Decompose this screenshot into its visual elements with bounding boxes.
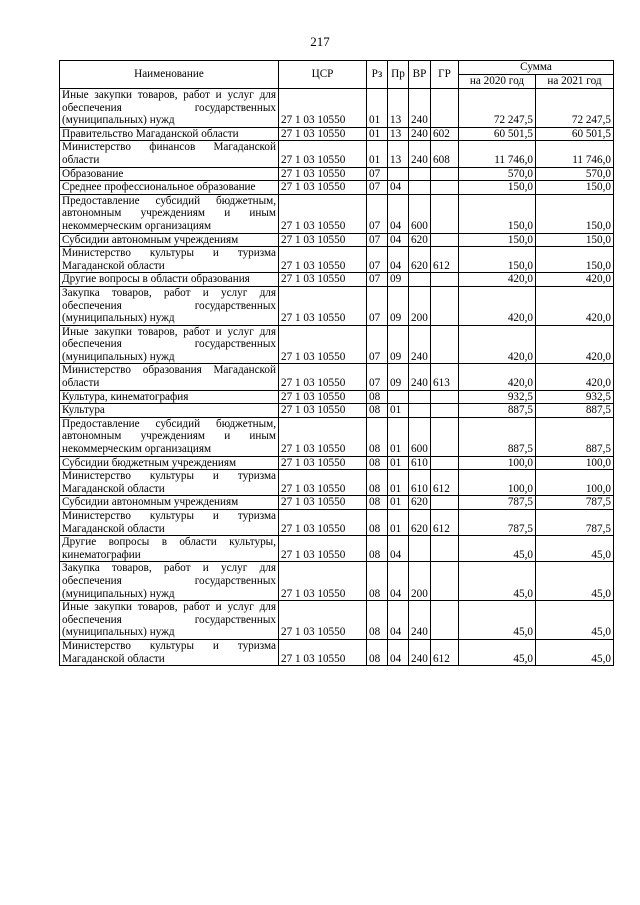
row-pr: 13 bbox=[388, 127, 409, 141]
header-sum: Сумма bbox=[459, 61, 614, 75]
row-sum-2021: 570,0 bbox=[536, 167, 614, 181]
row-pr: 01 bbox=[388, 417, 409, 456]
row-pr bbox=[388, 167, 409, 181]
table-row bbox=[60, 601, 614, 640]
row-sum-2021: 420,0 bbox=[536, 273, 614, 287]
row-gr: 612 bbox=[431, 470, 459, 496]
row-csr: 27 1 03 10550 bbox=[279, 127, 367, 141]
row-csr: 27 1 03 10550 bbox=[279, 470, 367, 496]
row-name: Другие вопросы в области образования bbox=[60, 273, 279, 287]
row-sum-2021: 420,0 bbox=[536, 364, 614, 390]
row-pr: 09 bbox=[388, 325, 409, 364]
table-row bbox=[60, 273, 614, 287]
row-rz: 07 bbox=[367, 325, 388, 364]
row-csr: 27 1 03 10550 bbox=[279, 89, 367, 128]
row-name: Министерство культуры и туризма Магаданской области bbox=[60, 639, 279, 665]
row-vr: 240 bbox=[409, 89, 431, 128]
row-sum-2020: 100,0 bbox=[459, 456, 536, 470]
row-vr: 600 bbox=[409, 194, 431, 233]
row-pr: 09 bbox=[388, 273, 409, 287]
row-vr: 610 bbox=[409, 456, 431, 470]
row-sum-2020: 420,0 bbox=[459, 364, 536, 390]
row-sum-2021: 932,5 bbox=[536, 390, 614, 404]
row-rz: 07 bbox=[367, 273, 388, 287]
row-gr bbox=[431, 194, 459, 233]
header-csr: ЦСР bbox=[279, 61, 367, 89]
row-rz: 07 bbox=[367, 167, 388, 181]
row-csr: 27 1 03 10550 bbox=[279, 233, 367, 247]
row-pr: 09 bbox=[388, 364, 409, 390]
row-name: Министерство финансов Магаданской области bbox=[60, 141, 279, 167]
row-rz: 08 bbox=[367, 510, 388, 536]
row-vr: 240 bbox=[409, 141, 431, 167]
row-sum-2020: 45,0 bbox=[459, 536, 536, 562]
budget-table bbox=[59, 60, 614, 666]
row-pr: 04 bbox=[388, 639, 409, 665]
row-gr bbox=[431, 536, 459, 562]
row-csr: 27 1 03 10550 bbox=[279, 325, 367, 364]
row-sum-2021: 787,5 bbox=[536, 496, 614, 510]
row-vr bbox=[409, 181, 431, 195]
header-year-2021: на 2021 год bbox=[536, 75, 614, 89]
row-sum-2021: 887,5 bbox=[536, 417, 614, 456]
row-vr: 200 bbox=[409, 562, 431, 601]
row-sum-2021: 420,0 bbox=[536, 286, 614, 325]
row-pr: 13 bbox=[388, 89, 409, 128]
row-gr: 612 bbox=[431, 510, 459, 536]
row-gr bbox=[431, 390, 459, 404]
row-vr: 240 bbox=[409, 601, 431, 640]
row-vr bbox=[409, 167, 431, 181]
row-csr: 27 1 03 10550 bbox=[279, 456, 367, 470]
row-gr bbox=[431, 89, 459, 128]
row-sum-2020: 420,0 bbox=[459, 286, 536, 325]
table-row bbox=[60, 562, 614, 601]
row-gr bbox=[431, 167, 459, 181]
row-csr: 27 1 03 10550 bbox=[279, 562, 367, 601]
row-csr: 27 1 03 10550 bbox=[279, 364, 367, 390]
row-sum-2020: 100,0 bbox=[459, 470, 536, 496]
row-name: Министерство культуры и туризма Магаданской области bbox=[60, 247, 279, 273]
row-csr: 27 1 03 10550 bbox=[279, 496, 367, 510]
header-gr: ГР bbox=[431, 61, 459, 89]
table-row bbox=[60, 510, 614, 536]
table-header bbox=[60, 61, 614, 89]
row-gr: 612 bbox=[431, 639, 459, 665]
table-row bbox=[60, 194, 614, 233]
row-sum-2020: 45,0 bbox=[459, 601, 536, 640]
row-csr: 27 1 03 10550 bbox=[279, 639, 367, 665]
header-year-2020: на 2020 год bbox=[459, 75, 536, 89]
table-row bbox=[60, 496, 614, 510]
row-gr: 602 bbox=[431, 127, 459, 141]
row-vr: 240 bbox=[409, 639, 431, 665]
table-row bbox=[60, 127, 614, 141]
row-name: Среднее профессиональное образование bbox=[60, 181, 279, 195]
header-pr: Пр bbox=[388, 61, 409, 89]
row-name: Субсидии автономным учреждениям bbox=[60, 233, 279, 247]
row-rz: 08 bbox=[367, 456, 388, 470]
row-sum-2020: 60 501,5 bbox=[459, 127, 536, 141]
row-sum-2021: 45,0 bbox=[536, 562, 614, 601]
row-sum-2020: 150,0 bbox=[459, 181, 536, 195]
row-vr: 240 bbox=[409, 325, 431, 364]
row-csr: 27 1 03 10550 bbox=[279, 390, 367, 404]
row-sum-2021: 150,0 bbox=[536, 181, 614, 195]
row-vr: 620 bbox=[409, 233, 431, 247]
row-vr bbox=[409, 273, 431, 287]
row-csr: 27 1 03 10550 bbox=[279, 247, 367, 273]
row-pr: 01 bbox=[388, 470, 409, 496]
row-sum-2021: 420,0 bbox=[536, 325, 614, 364]
row-pr: 04 bbox=[388, 194, 409, 233]
row-csr: 27 1 03 10550 bbox=[279, 273, 367, 287]
row-pr: 01 bbox=[388, 404, 409, 418]
row-csr: 27 1 03 10550 bbox=[279, 536, 367, 562]
row-name: Другие вопросы в области культуры, кинематографии bbox=[60, 536, 279, 562]
row-gr bbox=[431, 562, 459, 601]
row-sum-2021: 11 746,0 bbox=[536, 141, 614, 167]
row-sum-2021: 787,5 bbox=[536, 510, 614, 536]
row-csr: 27 1 03 10550 bbox=[279, 167, 367, 181]
row-csr: 27 1 03 10550 bbox=[279, 601, 367, 640]
table-row bbox=[60, 390, 614, 404]
table-row bbox=[60, 470, 614, 496]
row-rz: 08 bbox=[367, 390, 388, 404]
row-sum-2021: 150,0 bbox=[536, 233, 614, 247]
row-rz: 08 bbox=[367, 639, 388, 665]
page-number: 217 bbox=[310, 34, 330, 49]
row-gr bbox=[431, 417, 459, 456]
row-pr: 04 bbox=[388, 181, 409, 195]
row-rz: 07 bbox=[367, 286, 388, 325]
row-sum-2020: 45,0 bbox=[459, 639, 536, 665]
row-vr bbox=[409, 390, 431, 404]
row-sum-2020: 150,0 bbox=[459, 247, 536, 273]
row-name: Закупка товаров, работ и услуг для обеспечения государственных (муниципальных) нужд bbox=[60, 562, 279, 601]
table-row bbox=[60, 141, 614, 167]
table-row bbox=[60, 247, 614, 273]
row-sum-2020: 420,0 bbox=[459, 273, 536, 287]
row-sum-2021: 887,5 bbox=[536, 404, 614, 418]
table-row bbox=[60, 536, 614, 562]
row-name: Иные закупки товаров, работ и услуг для обеспечения государственных (муниципальных) нужд bbox=[60, 89, 279, 128]
row-gr bbox=[431, 286, 459, 325]
row-rz: 08 bbox=[367, 470, 388, 496]
row-name: Предоставление субсидий бюджетным, автономным учреждениям и иным некоммерческим организациям bbox=[60, 417, 279, 456]
row-pr: 04 bbox=[388, 247, 409, 273]
row-sum-2020: 420,0 bbox=[459, 325, 536, 364]
row-sum-2020: 932,5 bbox=[459, 390, 536, 404]
row-csr: 27 1 03 10550 bbox=[279, 141, 367, 167]
row-pr: 01 bbox=[388, 510, 409, 536]
row-name: Культура, кинематография bbox=[60, 390, 279, 404]
row-sum-2021: 45,0 bbox=[536, 639, 614, 665]
row-rz: 08 bbox=[367, 496, 388, 510]
row-rz: 01 bbox=[367, 141, 388, 167]
row-rz: 07 bbox=[367, 233, 388, 247]
table-row bbox=[60, 639, 614, 665]
row-name: Субсидии бюджетным учреждениям bbox=[60, 456, 279, 470]
row-rz: 07 bbox=[367, 194, 388, 233]
header-name: Наименование bbox=[60, 61, 279, 89]
table-body bbox=[60, 89, 614, 666]
row-name: Культура bbox=[60, 404, 279, 418]
row-vr: 620 bbox=[409, 247, 431, 273]
row-gr bbox=[431, 404, 459, 418]
row-rz: 07 bbox=[367, 181, 388, 195]
row-sum-2021: 100,0 bbox=[536, 470, 614, 496]
table-row bbox=[60, 417, 614, 456]
row-gr bbox=[431, 233, 459, 247]
row-vr: 620 bbox=[409, 510, 431, 536]
row-sum-2021: 150,0 bbox=[536, 194, 614, 233]
header-vr: ВР bbox=[409, 61, 431, 89]
table-row bbox=[60, 167, 614, 181]
row-vr: 620 bbox=[409, 496, 431, 510]
row-sum-2020: 72 247,5 bbox=[459, 89, 536, 128]
row-pr bbox=[388, 390, 409, 404]
row-csr: 27 1 03 10550 bbox=[279, 286, 367, 325]
table-row bbox=[60, 89, 614, 128]
table-row bbox=[60, 181, 614, 195]
row-name: Правительство Магаданской области bbox=[60, 127, 279, 141]
row-name: Предоставление субсидий бюджетным, автономным учреждениям и иным некоммерческим организациям bbox=[60, 194, 279, 233]
row-csr: 27 1 03 10550 bbox=[279, 417, 367, 456]
row-gr bbox=[431, 456, 459, 470]
row-sum-2021: 150,0 bbox=[536, 247, 614, 273]
row-sum-2021: 45,0 bbox=[536, 601, 614, 640]
row-sum-2020: 45,0 bbox=[459, 562, 536, 601]
row-pr: 01 bbox=[388, 496, 409, 510]
table-row bbox=[60, 325, 614, 364]
row-sum-2020: 150,0 bbox=[459, 194, 536, 233]
row-gr bbox=[431, 181, 459, 195]
row-rz: 08 bbox=[367, 404, 388, 418]
row-vr bbox=[409, 536, 431, 562]
row-rz: 07 bbox=[367, 364, 388, 390]
row-rz: 07 bbox=[367, 247, 388, 273]
row-gr: 612 bbox=[431, 247, 459, 273]
header-rz: Рз bbox=[367, 61, 388, 89]
row-sum-2021: 72 247,5 bbox=[536, 89, 614, 128]
row-vr: 240 bbox=[409, 127, 431, 141]
table-row bbox=[60, 456, 614, 470]
row-pr: 01 bbox=[388, 456, 409, 470]
row-vr bbox=[409, 404, 431, 418]
row-sum-2020: 11 746,0 bbox=[459, 141, 536, 167]
row-name: Иные закупки товаров, работ и услуг для обеспечения государственных (муниципальных) нужд bbox=[60, 325, 279, 364]
table-row bbox=[60, 364, 614, 390]
row-gr bbox=[431, 325, 459, 364]
row-name: Министерство образования Магаданской области bbox=[60, 364, 279, 390]
row-pr: 04 bbox=[388, 601, 409, 640]
row-sum-2021: 45,0 bbox=[536, 536, 614, 562]
row-pr: 04 bbox=[388, 562, 409, 601]
table-row bbox=[60, 233, 614, 247]
row-sum-2021: 60 501,5 bbox=[536, 127, 614, 141]
row-gr bbox=[431, 273, 459, 287]
row-rz: 08 bbox=[367, 417, 388, 456]
row-sum-2020: 787,5 bbox=[459, 496, 536, 510]
row-rz: 08 bbox=[367, 562, 388, 601]
row-sum-2020: 887,5 bbox=[459, 417, 536, 456]
row-csr: 27 1 03 10550 bbox=[279, 510, 367, 536]
row-name: Закупка товаров, работ и услуг для обеспечения государственных (муниципальных) нужд bbox=[60, 286, 279, 325]
row-csr: 27 1 03 10550 bbox=[279, 181, 367, 195]
row-rz: 08 bbox=[367, 536, 388, 562]
row-gr bbox=[431, 601, 459, 640]
row-sum-2020: 887,5 bbox=[459, 404, 536, 418]
row-rz: 08 bbox=[367, 601, 388, 640]
row-csr: 27 1 03 10550 bbox=[279, 404, 367, 418]
row-sum-2020: 150,0 bbox=[459, 233, 536, 247]
row-rz: 01 bbox=[367, 127, 388, 141]
row-rz: 01 bbox=[367, 89, 388, 128]
row-pr: 09 bbox=[388, 286, 409, 325]
row-sum-2021: 100,0 bbox=[536, 456, 614, 470]
row-pr: 04 bbox=[388, 536, 409, 562]
row-name: Субсидии автономным учреждениям bbox=[60, 496, 279, 510]
row-pr: 13 bbox=[388, 141, 409, 167]
row-gr: 608 bbox=[431, 141, 459, 167]
row-gr bbox=[431, 496, 459, 510]
table-row bbox=[60, 404, 614, 418]
row-vr: 610 bbox=[409, 470, 431, 496]
row-sum-2020: 570,0 bbox=[459, 167, 536, 181]
row-name: Министерство культуры и туризма Магаданской области bbox=[60, 470, 279, 496]
row-name: Образование bbox=[60, 167, 279, 181]
row-pr: 04 bbox=[388, 233, 409, 247]
row-name: Иные закупки товаров, работ и услуг для обеспечения государственных (муниципальных) нужд bbox=[60, 601, 279, 640]
row-name: Министерство культуры и туризма Магаданской области bbox=[60, 510, 279, 536]
row-csr: 27 1 03 10550 bbox=[279, 194, 367, 233]
row-vr: 200 bbox=[409, 286, 431, 325]
row-vr: 600 bbox=[409, 417, 431, 456]
table-row bbox=[60, 286, 614, 325]
row-gr: 613 bbox=[431, 364, 459, 390]
row-sum-2020: 787,5 bbox=[459, 510, 536, 536]
row-vr: 240 bbox=[409, 364, 431, 390]
